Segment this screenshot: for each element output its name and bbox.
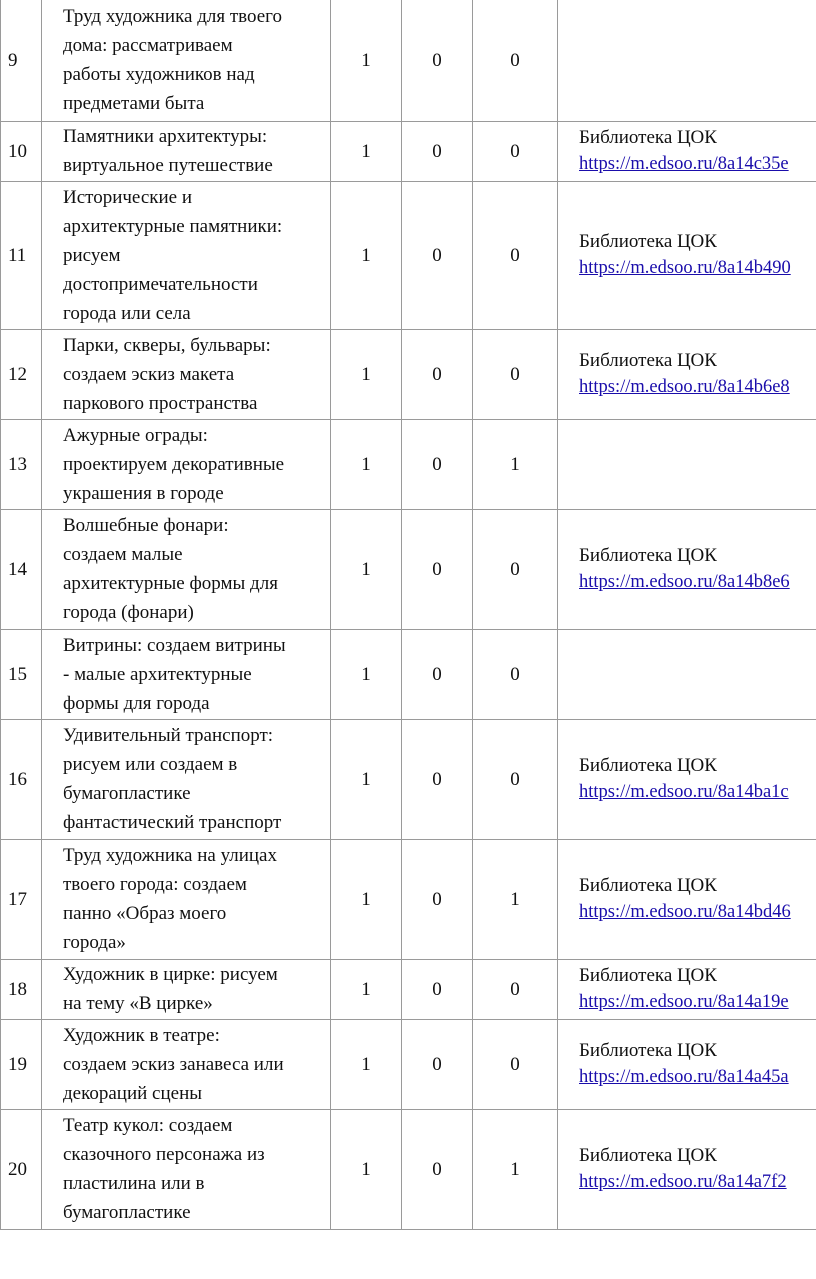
library-label: Библиотека ЦОК	[579, 1145, 717, 1166]
hours-practice: 1	[473, 419, 558, 509]
lesson-number: 18	[1, 959, 42, 1019]
lesson-title-line: декораций сцены	[63, 1082, 203, 1104]
lesson-title-line: рисуем	[63, 244, 121, 266]
hours-total: 1	[331, 329, 402, 419]
table-row	[1, 181, 816, 329]
lesson-title-line: Ажурные ограды:	[63, 424, 208, 446]
lesson-title-line: работы художников над	[63, 64, 255, 86]
lesson-title-line: твоего города: создаем	[63, 874, 247, 895]
lesson-title-line: Художник в цирке: рисуем	[63, 964, 278, 985]
hours-practice: 0	[473, 719, 558, 839]
lesson-title-line: бумагопластике	[63, 1202, 191, 1223]
lesson-title-line: панно «Образ моего	[63, 903, 227, 924]
lesson-number: 16	[1, 719, 42, 839]
resource-cell	[558, 121, 816, 181]
lessons-table-body	[1, 0, 816, 1229]
hours-control: 0	[402, 719, 473, 839]
lesson-title	[42, 329, 331, 419]
resource-cell	[558, 329, 816, 419]
lesson-title-line: пластилина или в	[63, 1173, 205, 1194]
lesson-title	[42, 1019, 331, 1109]
resource-link[interactable]: https://m.edsoo.ru/8a14b8e6	[579, 572, 790, 592]
hours-control: 0	[402, 839, 473, 959]
resource-cell	[558, 509, 816, 629]
table-row	[1, 121, 816, 181]
lesson-number: 14	[1, 509, 42, 629]
resource-cell	[558, 959, 816, 1019]
table-row	[1, 1019, 816, 1109]
resource-cell	[558, 1109, 816, 1229]
lesson-title-line: достопримечательности	[63, 273, 258, 295]
lesson-title-line: Исторические и	[63, 186, 193, 208]
hours-practice: 0	[473, 181, 558, 329]
resource-cell	[558, 629, 816, 719]
hours-total: 1	[331, 959, 402, 1019]
lesson-title-line: виртуальное путешествие	[63, 155, 273, 176]
library-label: Библиотека ЦОК	[579, 350, 717, 371]
lesson-title	[42, 629, 331, 719]
lesson-title-line: Труд художника для твоего	[63, 6, 282, 28]
hours-practice: 0	[473, 509, 558, 629]
lesson-title-line: Витрины: создаем витрины	[63, 634, 286, 656]
resource-link[interactable]: https://m.edsoo.ru/8a14ba1c	[579, 782, 789, 802]
hours-practice: 0	[473, 629, 558, 719]
resource-cell	[558, 419, 816, 509]
hours-control: 0	[402, 0, 473, 121]
resource-link[interactable]: https://m.edsoo.ru/8a14bd46	[579, 902, 791, 922]
lesson-number: 17	[1, 839, 42, 959]
hours-practice: 0	[473, 121, 558, 181]
lesson-title-line: создаем малые	[63, 544, 183, 565]
hours-practice: 0	[473, 329, 558, 419]
lesson-title-line: на тему «В цирке»	[63, 993, 213, 1014]
hours-control: 0	[402, 629, 473, 719]
library-label: Библиотека ЦОК	[579, 755, 717, 776]
lesson-title-line: Художник в театре:	[63, 1024, 220, 1046]
library-label: Библиотека ЦОК	[579, 875, 717, 896]
lesson-title-line: формы для города	[63, 692, 210, 714]
lesson-title-line: фантастический транспорт	[63, 812, 282, 833]
table-row	[1, 419, 816, 509]
lesson-number: 13	[1, 419, 42, 509]
resource-link[interactable]: https://m.edsoo.ru/8a14a45a	[579, 1067, 789, 1087]
lesson-title-line: Театр кукол: создаем	[63, 1115, 233, 1136]
lesson-number: 9	[1, 0, 42, 121]
lesson-number: 15	[1, 629, 42, 719]
resource-cell	[558, 0, 816, 121]
hours-practice: 1	[473, 1109, 558, 1229]
library-label: Библиотека ЦОК	[579, 231, 717, 252]
hours-practice: 0	[473, 959, 558, 1019]
resource-cell	[558, 839, 816, 959]
table-row	[1, 839, 816, 959]
hours-practice: 0	[473, 0, 558, 121]
resource-link[interactable]: https://m.edsoo.ru/8a14b6e8	[579, 377, 790, 397]
lesson-title-line: Удивительный транспорт:	[63, 725, 274, 746]
lesson-title	[42, 181, 331, 329]
lesson-title-line: сказочного персонажа из	[63, 1144, 265, 1165]
hours-control: 0	[402, 509, 473, 629]
hours-total: 1	[331, 509, 402, 629]
hours-total: 1	[331, 419, 402, 509]
table-row	[1, 329, 816, 419]
hours-control: 0	[402, 419, 473, 509]
lesson-title-line: - малые архитектурные	[63, 663, 252, 685]
library-label: Библиотека ЦОК	[579, 1040, 717, 1061]
library-label: Библиотека ЦОК	[579, 965, 717, 986]
lesson-title-line: проектируем декоративные	[63, 453, 285, 475]
lesson-title	[42, 0, 331, 121]
hours-total: 1	[331, 629, 402, 719]
resource-cell	[558, 181, 816, 329]
lesson-title-line: города (фонари)	[63, 602, 194, 623]
table-row	[1, 509, 816, 629]
lesson-title	[42, 839, 331, 959]
resource-link[interactable]: https://m.edsoo.ru/8a14c35e	[579, 154, 789, 174]
hours-control: 0	[402, 1109, 473, 1229]
lesson-title-line: украшения в городе	[63, 482, 224, 504]
hours-control: 0	[402, 329, 473, 419]
lesson-title-line: Парки, скверы, бульвары:	[63, 334, 271, 356]
resource-cell	[558, 719, 816, 839]
hours-practice: 0	[473, 1019, 558, 1109]
lesson-title-line: паркового пространства	[63, 392, 258, 414]
hours-control: 0	[402, 1019, 473, 1109]
hours-total: 1	[331, 719, 402, 839]
lesson-title-line: Волшебные фонари:	[63, 515, 229, 536]
lesson-number: 11	[1, 181, 42, 329]
hours-total: 1	[331, 839, 402, 959]
hours-control: 0	[402, 959, 473, 1019]
lesson-title	[42, 419, 331, 509]
lesson-number: 10	[1, 121, 42, 181]
hours-practice: 1	[473, 839, 558, 959]
lesson-title	[42, 1109, 331, 1229]
lesson-title	[42, 719, 331, 839]
library-label: Библиотека ЦОК	[579, 127, 717, 148]
hours-control: 0	[402, 121, 473, 181]
table-row	[1, 719, 816, 839]
lesson-title-line: Труд художника на улицах	[63, 845, 277, 866]
table-row	[1, 0, 816, 121]
lesson-title-line: архитектурные памятники:	[63, 215, 283, 237]
lesson-title-line: Памятники архитектуры:	[63, 126, 268, 147]
lesson-number: 12	[1, 329, 42, 419]
lesson-title-line: предметами быта	[63, 93, 205, 115]
resource-link[interactable]: https://m.edsoo.ru/8a14a19e	[579, 992, 789, 1012]
hours-total: 1	[331, 1019, 402, 1109]
lesson-title-line: архитектурные формы для	[63, 573, 278, 594]
hours-total: 1	[331, 121, 402, 181]
hours-total: 1	[331, 1109, 402, 1229]
lesson-title-line: бумагопластике	[63, 783, 191, 804]
table-row	[1, 1109, 816, 1229]
lesson-title-line: создаем эскиз занавеса или	[63, 1053, 284, 1075]
lesson-title-line: города»	[63, 932, 126, 953]
lesson-title-line: дома: рассматриваем	[63, 35, 233, 57]
resource-cell	[558, 1019, 816, 1109]
library-label: Библиотека ЦОК	[579, 545, 717, 566]
resource-link[interactable]: https://m.edsoo.ru/8a14a7f2	[579, 1172, 787, 1192]
lesson-number: 19	[1, 1019, 42, 1109]
lesson-title	[42, 121, 331, 181]
table-row	[1, 959, 816, 1019]
hours-total: 1	[331, 0, 402, 121]
table-row	[1, 629, 816, 719]
resource-link[interactable]: https://m.edsoo.ru/8a14b490	[579, 258, 791, 278]
lesson-title	[42, 959, 331, 1019]
lesson-title	[42, 509, 331, 629]
hours-control: 0	[402, 181, 473, 329]
hours-total: 1	[331, 181, 402, 329]
lesson-title-line: рисуем или создаем в	[63, 754, 238, 775]
lesson-title-line: города или села	[63, 302, 191, 324]
lesson-number: 20	[1, 1109, 42, 1229]
lesson-title-line: создаем эскиз макета	[63, 363, 235, 385]
